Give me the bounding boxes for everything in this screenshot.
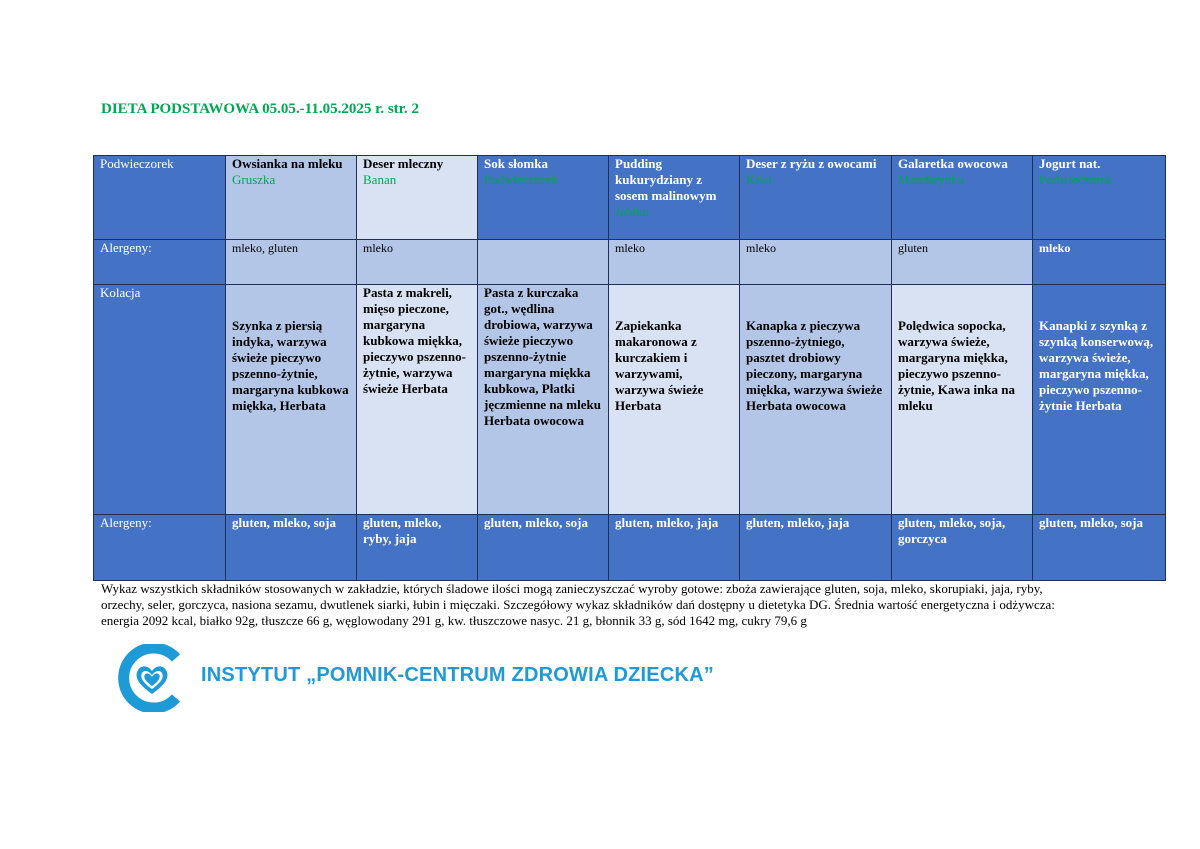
allergen-cell: gluten, mleko, soja — [226, 515, 357, 581]
allergen-cell: gluten — [892, 240, 1033, 285]
row-label-alergeny: Alergeny: — [94, 515, 226, 581]
kolacja-cell: Kanapki z szynką z szynką konserwową, warzywa świeże, margaryna miękka, pieczywo pszenno-żytnie Herbata — [1033, 285, 1166, 515]
allergen-cell: mleko — [1033, 240, 1166, 285]
institute-logo — [114, 644, 714, 712]
allergen-cell — [478, 240, 609, 285]
row-label-podwieczorek: Podwieczorek — [94, 156, 226, 240]
allergen-cell: gluten, mleko, ryby, jaja — [357, 515, 478, 581]
row-kolacja — [94, 285, 1166, 515]
podwieczorek-cell: Owsianka na mleku Gruszka — [226, 156, 357, 240]
allergen-cell: gluten, mleko, soja, gorczyca — [892, 515, 1033, 581]
allergen-cell: gluten, mleko, jaja — [609, 515, 740, 581]
logo-text: INSTYTUT „POMNIK-CENTRUM ZDROWIA DZIECKA” — [201, 664, 714, 686]
allergen-cell: gluten, mleko, soja — [478, 515, 609, 581]
kolacja-cell: Kanapka z pieczywa pszenno-żytniego, pasztet drobiowy pieczony, margaryna miękka, warzywa świeże Herbata owocowa — [740, 285, 892, 515]
podwieczorek-cell: Jogurt nat. Podwieczorek — [1033, 156, 1166, 240]
podwieczorek-cell: Sok słomka Podwieczorek — [478, 156, 609, 240]
allergen-cell: mleko — [740, 240, 892, 285]
allergen-cell: gluten, mleko, soja — [1033, 515, 1166, 581]
podwieczorek-cell: Pudding kukurydziany z sosem malinowym Jabłko — [609, 156, 740, 240]
allergen-cell: gluten, mleko, jaja — [740, 515, 892, 581]
menu-table — [93, 155, 1166, 581]
podwieczorek-cell: Deser z ryżu z owocami Kiwi — [740, 156, 892, 240]
podwieczorek-cell: Galaretka owocowa Mandarynka — [892, 156, 1033, 240]
row-alergeny-podwieczorek — [94, 240, 1166, 285]
row-label-kolacja: Kolacja — [94, 285, 226, 515]
allergen-cell: mleko — [357, 240, 478, 285]
podwieczorek-cell: Deser mleczny Banan — [357, 156, 478, 240]
row-podwieczorek — [94, 156, 1166, 240]
allergen-note: Wykaz wszystkich składników stosowanych w zakładzie, których śladowe ilości mogą zanieczyszczać wyroby gotowe: zboża zawierające gluten, soja, mleko, skorupiaki, jaja, ryby, orzechy, seler, gorczyca, nasiona sezamu, dwutlenek siarki, łubin i mięczaki. Szczegółowy wykaz składników dań dostępny u dietetyka DG. Średnia wartość energetyczna i odżywcza: energia 2092 kcal, białko 92g, tłuszcze 66 g, węglowodany 291 g, kw. tłuszczowe nasyc. 21 g, błonnik 33 g, sód 1642 mg, cukry 79,6 g — [101, 581, 1055, 628]
row-alergeny-kolacja — [94, 515, 1166, 581]
allergen-cell: mleko — [609, 240, 740, 285]
kolacja-cell: Pasta z kurczaka got., wędlina drobiowa, warzywa świeże pieczywo pszenno-żytnie margaryna miękka kubkowa, Płatki jęczmienne na mleku Herbata owocowa — [478, 285, 609, 515]
kolacja-cell: Pasta z makreli, mięso pieczone, margaryna kubkowa miękka, pieczywo pszenno-żytnie, warzywa świeże Herbata — [357, 285, 478, 515]
kolacja-cell: Szynka z piersią indyka, warzywa świeże pieczywo pszenno-żytnie, margaryna kubkowa miękka, Herbata — [226, 285, 357, 515]
row-label-alergeny: Alergeny: — [94, 240, 226, 285]
heart-c-logo-icon — [114, 644, 194, 712]
page-title: DIETA PODSTAWOWA 05.05.-11.05.2025 r. str. 2 — [101, 101, 419, 117]
kolacja-cell: Zapiekanka makaronowa z kurczakiem i warzywami, warzywa świeże Herbata — [609, 285, 740, 515]
allergen-cell: mleko, gluten — [226, 240, 357, 285]
kolacja-cell: Polędwica sopocka, warzywa świeże, margaryna miękka, pieczywo pszenno-żytnie, Kawa inka na mleku — [892, 285, 1033, 515]
